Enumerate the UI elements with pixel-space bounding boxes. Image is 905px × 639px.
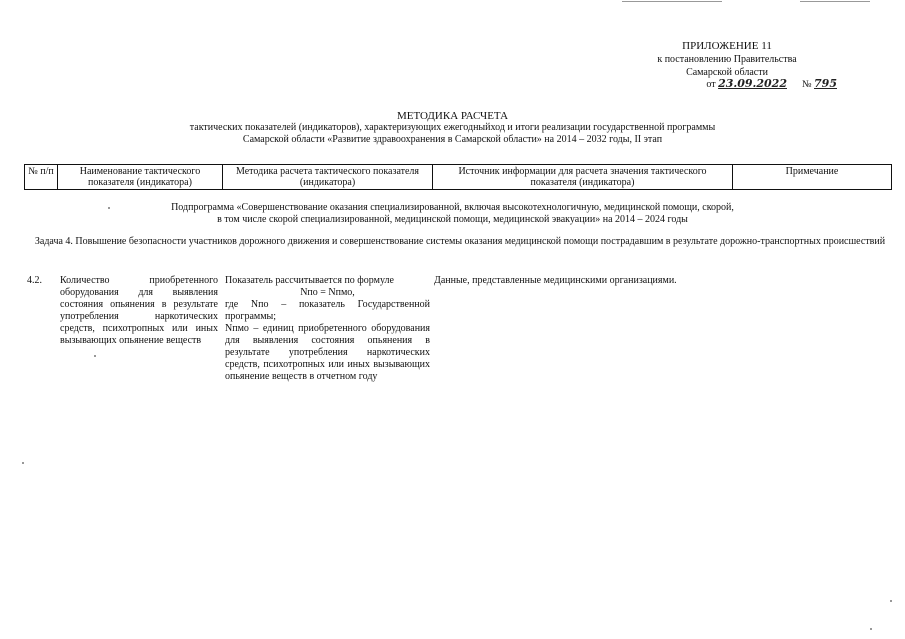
subprogram-heading (0, 202, 905, 226)
col-num: № п/п (25, 165, 58, 190)
row-number: 4.2. (27, 275, 42, 286)
table-header (24, 164, 892, 190)
scan-speck (870, 628, 872, 630)
scan-speck (890, 600, 892, 602)
appendix-title: ПРИЛОЖЕНИЕ 11 (682, 40, 772, 52)
scan-artifact (622, 1, 722, 2)
table-header-row (25, 165, 892, 190)
definition-1: где Nпо – показатель Государственной программы; (225, 299, 430, 322)
handwritten-date: 23.09.2022 (718, 77, 787, 90)
calculation-method (225, 275, 430, 383)
formula: Nпо = Nпмо, (300, 287, 355, 298)
subprogram-line1: Подпрограмма «Совершенствование оказания специализированной, включая высокотехнологичную, медицинской помощи, скорой, (171, 202, 734, 213)
scan-speck (108, 207, 110, 209)
subprogram-line2: в том числе скорой специализированной, медицинской помощи, медицинской эвакуации» на 2014 – 2024 годы (217, 214, 688, 225)
scan-speck (94, 355, 96, 357)
col-method: Методика расчета тактического показателя (индикатора) (223, 165, 433, 190)
indicator-name: Количество приобретенного оборудования для выявления состояния опьянения в результате употребления наркотических средств, психотропных или иных вызывающих опьянение веществ (60, 275, 218, 346)
title-line3: Самарской области «Развитие здравоохранения в Самарской области» на 2014 – 2032 годы, II этап (242, 134, 663, 145)
method-intro: Показатель рассчитывается по формуле (225, 275, 394, 286)
information-source: Данные, представленные медицинскими организациями. (434, 275, 677, 286)
scan-artifact (800, 1, 870, 2)
col-name: Наименование тактического показателя (индикатора) (58, 165, 223, 190)
number-label: № (801, 79, 812, 90)
title-main: МЕТОДИКА РАСЧЕТА (396, 110, 509, 122)
col-source: Источник информации для расчета значения тактического показателя (индикатора) (433, 165, 733, 190)
document-title (0, 110, 905, 146)
task-heading: Задача 4. Повышение безопасности участников дорожного движения и совершенствование системы оказания медицинской помощи пострадавшим в результате дорожно-транспортных происшествий (34, 236, 886, 247)
appendix-header (617, 40, 837, 79)
from-label: от (706, 79, 716, 90)
definition-2: Nпмо – единиц приобретенного оборудования для выявления состояния опьянения в результате употребления наркотических средств, психотропных или иных вызывающих опьянение веществ в отчетном году (225, 323, 430, 382)
col-note: Примечание (733, 165, 892, 190)
scan-speck (22, 462, 24, 464)
appendix-line3: Самарской области (686, 67, 768, 78)
handwritten-number: 795 (814, 77, 837, 90)
appendix-line2: к постановлению Правительства (657, 54, 797, 65)
title-line2: тактических показателей (индикаторов), характеризующих ежегодныйход и итоги реализации государственной программы (189, 122, 716, 133)
appendix-signature-line (706, 77, 837, 91)
